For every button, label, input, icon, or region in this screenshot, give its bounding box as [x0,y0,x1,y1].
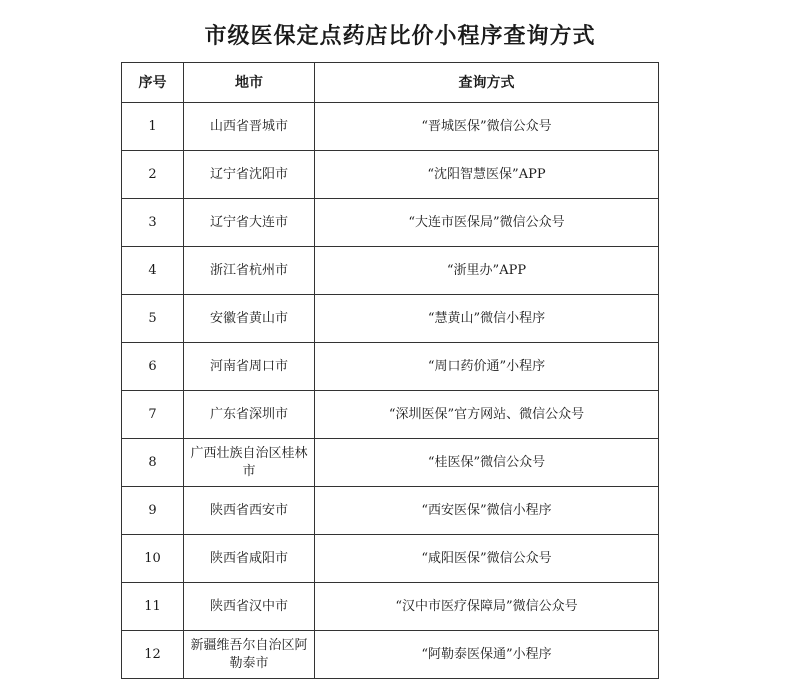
table-row [122,151,659,199]
row-index: 1 [122,103,184,151]
page-title: 市级医保定点药店比价小程序查询方式 [204,23,596,49]
row-city: 新疆维吾尔自治区阿勒泰市 [184,631,315,679]
row-method: “咸阳医保”微信公众号 [315,535,659,583]
row-city: 浙江省杭州市 [184,247,315,295]
row-index: 7 [122,391,184,439]
row-method: “浙里办”APP [315,247,659,295]
header-method: 查询方式 [315,63,659,103]
table-body [122,103,659,679]
row-index: 4 [122,247,184,295]
row-method: “西安医保”微信小程序 [315,487,659,535]
table-row [122,487,659,535]
row-method: “阿勒泰医保通”小程序 [315,631,659,679]
pharmacy-query-table [121,62,659,679]
table-row [122,439,659,487]
row-method: “大连市医保局”微信公众号 [315,199,659,247]
table-row [122,199,659,247]
row-city: 辽宁省大连市 [184,199,315,247]
table-row [122,583,659,631]
row-city: 陕西省汉中市 [184,583,315,631]
row-method: “深圳医保”官方网站、微信公众号 [315,391,659,439]
table-row [122,295,659,343]
table-row [122,391,659,439]
row-method: “汉中市医疗保障局”微信公众号 [315,583,659,631]
row-index: 8 [122,439,184,487]
header-city: 地市 [184,63,315,103]
table-header [122,63,659,103]
row-city: 广西壮族自治区桂林市 [184,439,315,487]
row-index: 2 [122,151,184,199]
table-row [122,535,659,583]
row-index: 5 [122,295,184,343]
row-city: 陕西省咸阳市 [184,535,315,583]
row-city: 辽宁省沈阳市 [184,151,315,199]
row-method: “桂医保”微信公众号 [315,439,659,487]
table-row [122,103,659,151]
row-city: 河南省周口市 [184,343,315,391]
row-index: 6 [122,343,184,391]
table-row [122,343,659,391]
row-index: 9 [122,487,184,535]
row-index: 11 [122,583,184,631]
row-method: “慧黄山”微信小程序 [315,295,659,343]
row-city: 陕西省西安市 [184,487,315,535]
row-city: 广东省深圳市 [184,391,315,439]
row-index: 3 [122,199,184,247]
header-index: 序号 [122,63,184,103]
row-city: 山西省晋城市 [184,103,315,151]
row-method: “晋城医保”微信公众号 [315,103,659,151]
header-row [122,63,659,103]
table-row [122,631,659,679]
row-method: “沈阳智慧医保”APP [315,151,659,199]
row-index: 10 [122,535,184,583]
row-method: “周口药价通”小程序 [315,343,659,391]
row-city: 安徽省黄山市 [184,295,315,343]
row-index: 12 [122,631,184,679]
table-row [122,247,659,295]
